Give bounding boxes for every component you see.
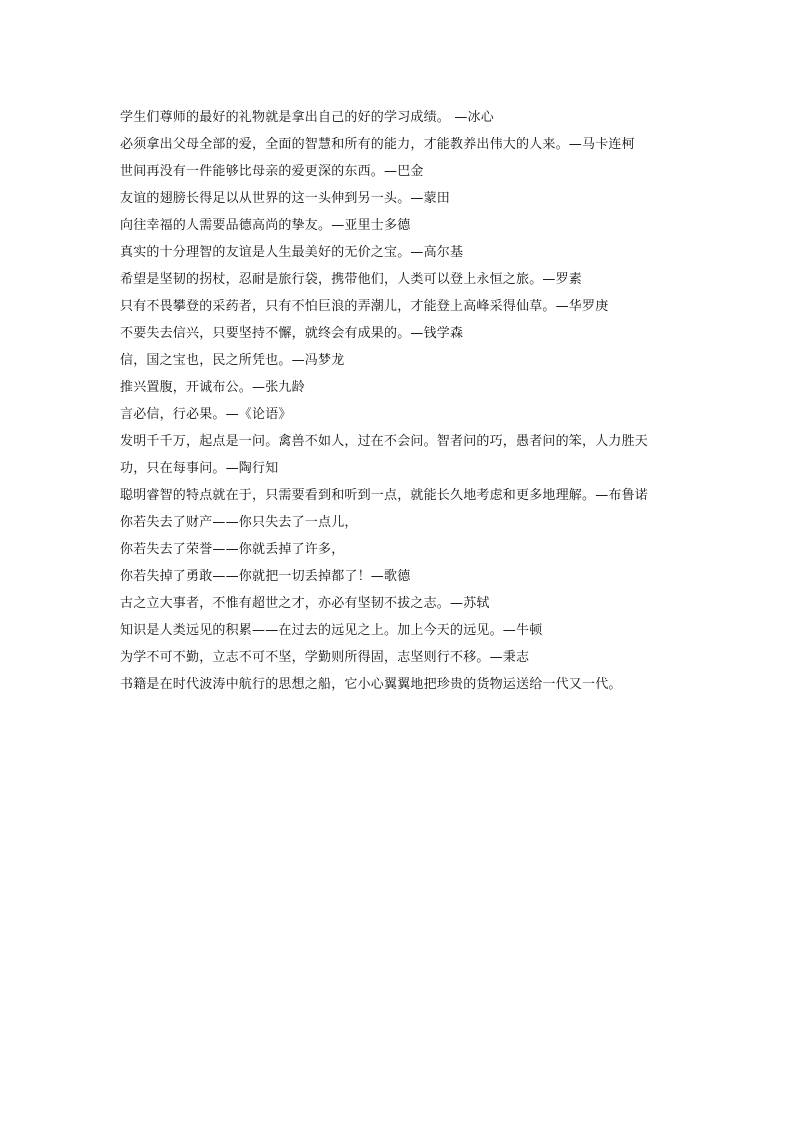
- quote-line: 只有不畏攀登的采药者，只有不怕巨浪的弄潮儿，才能登上高峰采得仙草。—华罗庚: [120, 299, 609, 314]
- quote-line: 学生们尊师的最好的礼物就是拿出自己的好的学习成绩。 —冰心: [120, 110, 494, 125]
- quote-line: 世间再没有一件能够比母亲的爱更深的东西。—巴金: [120, 164, 424, 179]
- quote-line: 发明千千万，起点是一问。禽兽不如人，过在不会问。智者问的巧，愚者问的笨，人力胜天: [120, 434, 649, 449]
- quote-line: 推兴置腹，开诚布公。—张九龄: [120, 380, 305, 395]
- quote-line: 书籍是在时代波涛中航行的思想之船，它小心翼翼地把珍贵的货物运送给一代又一代。: [120, 677, 622, 692]
- quote-line: 为学不可不勤，立志不可不坚，学勤则所得固，志坚则行不移。—秉志: [120, 650, 530, 665]
- quote-line: 知识是人类远见的积累——在过去的远见之上。加上今天的远见。—牛顿: [120, 623, 543, 638]
- quote-line: 希望是坚韧的拐杖，忍耐是旅行袋，携带他们，人类可以登上永恒之旅。—罗素: [120, 272, 583, 287]
- quote-line: 功，只在每事问。—陶行知: [120, 461, 279, 476]
- quote-line: 聪明睿智的特点就在于，只需要看到和听到一点，就能长久地考虑和更多地理解。—布鲁诺: [120, 488, 649, 503]
- quote-line: 向往幸福的人需要品德高尚的挚友。—亚里士多德: [120, 218, 411, 233]
- quote-line: 友谊的翅膀长得足以从世界的这一头伸到另一头。—蒙田: [120, 191, 451, 206]
- quote-line: 你若失去了荣誉——你就丢掉了许多，: [120, 542, 345, 557]
- quote-line: 古之立大事者，不惟有超世之才，亦必有坚韧不拔之志。—苏轼: [120, 596, 490, 611]
- quote-line: 真实的十分理智的友谊是人生最美好的无价之宝。—高尔基: [120, 245, 464, 260]
- quote-line: 你若失去了财产——你只失去了一点儿，: [120, 515, 358, 530]
- quote-list: [120, 104, 680, 698]
- quote-line: 你若失掉了勇敢——你就把一切丢掉都了！—歌德: [120, 569, 411, 584]
- quote-line: 信，国之宝也，民之所凭也。—冯梦龙: [120, 353, 345, 368]
- quote-line: 必须拿出父母全部的爱，全面的智慧和所有的能力，才能教养出伟大的人来。—马卡连柯: [120, 137, 635, 152]
- quote-line: 言必信，行必果。—《论语》: [120, 407, 292, 422]
- quote-line: 不要失去信兴，只要坚持不懈，就终会有成果的。—钱学森: [120, 326, 464, 341]
